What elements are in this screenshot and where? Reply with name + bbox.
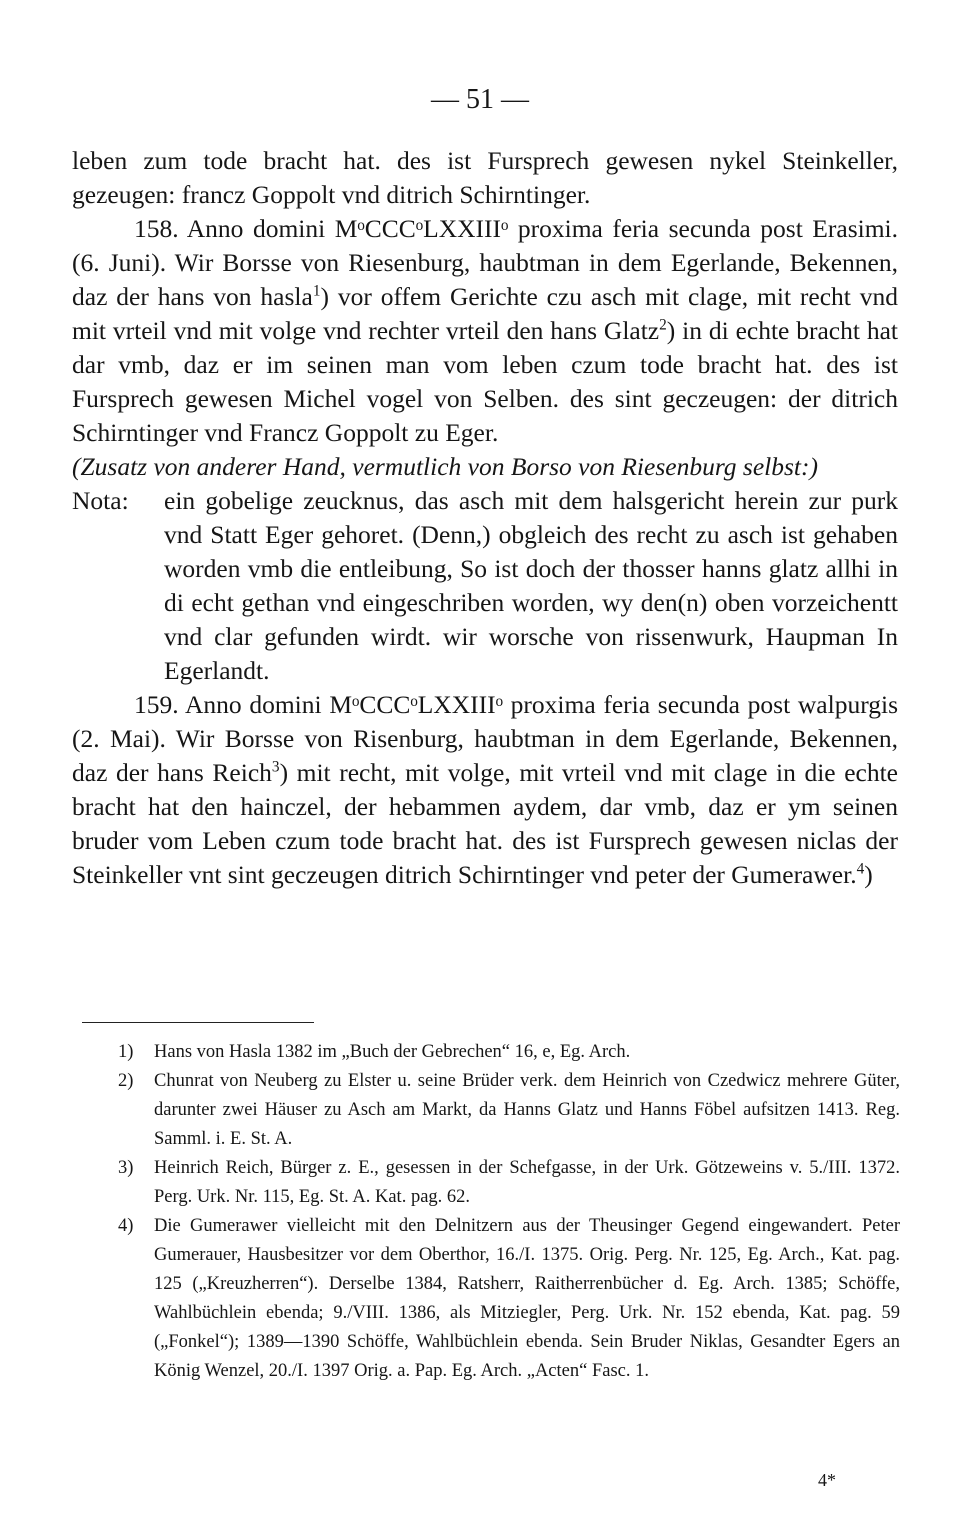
footnote-text: Die Gumerawer vielleicht mit den Delnitzern aus der Theusinger Gegend eingewandert. Peter Gumerauer, Hausbesitzer vor dem Oberthor, 16./I. 1375. Orig. Perg. Nr. 125, Eg. Arch., Kat. pag. 125 („Kreuzherren“). Derselbe 1384, Ratsherr, Raitherrenbücher d. Eg. Arch. 1385; Schöffe, Wahlbüchlein ebenda; 9./VIII. 1386, als Mitziegler, Perg. Urk. Nr. 152 ebenda, Kat. pag. 59 („Fonkel“); 1389—1390 Schöffe, Wahlbüchlein ebenda. Sein Bruder Niklas, Gesandter Egers an König Wenzel, 20./I. 1397 Orig. a. Pap. Eg. Arch. „Acten“ Fasc. 1. [154,1216,900,1381]
entry-158-text-b: ) vor offem Gerichte czu asch mit clage, mit recht vnd mit vrteil vnd mit volge vnd rechter vrteil den hans Glatz [72,282,898,345]
footnote-divider [82,1022,314,1023]
nota-block [72,484,898,688]
footnote [118,1212,900,1386]
footnote-number: 4) [118,1216,134,1236]
nota-text: ein gobelige zeucknus, das asch mit dem halsgericht herein zur purk vnd Statt Eger gehoret. (Denn,) obgleich des recht zu asch ist gehaben worden vmb die entleibung, So ist doch der thosser hanns glatz allhi in di echt gethan vnd eingeschriben worden, wy den(n) oben vorzeichentt vnd clar gefunden wirdt. wir worsche von rissenwurk, Haupman In Egerlandt. [164,486,898,685]
entry-159-text-c: ) [864,860,873,889]
entry-159-text-a: 159. Anno domini MᵒCCCᵒLXXIIIᵒ proxima feria secunda post walpurgis (2. Mai). Wir Borsse von Risenburg, haubtman in dem Egerlande, Bekennen, daz der hans Reich [72,690,898,787]
footnote-number: 2) [118,1071,134,1091]
footnotes [118,1038,900,1386]
entry-158-text-c: ) in di echte bracht hat dar vmb, daz er im seinen man vom leben czum tode bracht hat. des ist Fursprech gewesen Michel vogel von Selben. des sint geczeugen: der ditrich Schirntinger vnd Francz Goppolt zu Eger. [72,316,898,447]
entry-158-text-a: 158. Anno domini MᵒCCCᵒLXXIIIᵒ proxima feria secunda post Erasimi. (6. Juni). Wir Borsse von Riesenburg, haubtman in dem Egerlande, Bekennen, daz der hans von hasla [72,214,898,311]
footnote-text: Heinrich Reich, Bürger z. E., gesessen in der Schefgasse, in der Urk. Götzeweins v. 5./III. 1372. Perg. Urk. Nr. 115, Eg. St. A. Kat. pag. 62. [154,1158,900,1207]
paragraph-entry-158 [72,212,898,450]
footnote-text: Hans von Hasla 1382 im „Buch der Gebrechen“ 16, e, Eg. Arch. [154,1042,631,1062]
footnote-number: 1) [118,1042,134,1062]
main-text [72,144,898,892]
footnote-ref-4: 4 [856,860,865,878]
page-number: — 51 — [431,84,529,115]
footnote [118,1038,900,1067]
nota-label: Nota: [72,486,129,515]
footnote [118,1067,900,1154]
footnote-text: Chunrat von Neuberg zu Elster u. seine Brüder verk. dem Heinrich von Czedwicz mehrere Güter, darunter zwei Häuser zu Asch am Markt, da Hanns Glatz und Hanns Föbel aufsitzen 1413. Reg. Samml. i. E. St. A. [154,1071,900,1149]
footnote [118,1154,900,1212]
footnote-ref-2: 2 [659,316,667,334]
footnote-number: 3) [118,1158,134,1178]
paragraph-continuation: leben zum tode bracht hat. des ist Fursprech gewesen nykel Steinkeller, gezeugen: francz Goppolt vnd ditrich Schirntinger. [72,146,898,209]
footnote-ref-3: 3 [271,758,280,776]
signature-mark: 4* [818,1470,836,1490]
paragraph-entry-159 [72,688,898,892]
footnote-ref-1: 1 [312,282,321,300]
editor-note: (Zusatz von anderer Hand, vermutlich von Borso von Riesenburg selbst:) [72,452,818,481]
entry-159-text-b: ) mit recht, mit volge, mit vrteil vnd mit clage in die echte bracht hat den hainczel, der hebammen aydem, dar vmb, daz er ym seinen bruder vom Leben czum tode bracht hat. des ist Fursprech gewesen niclas der Steinkeller vnt sint geczeugen ditrich Schirntinger vnd peter der Gumerawer. [72,758,898,889]
